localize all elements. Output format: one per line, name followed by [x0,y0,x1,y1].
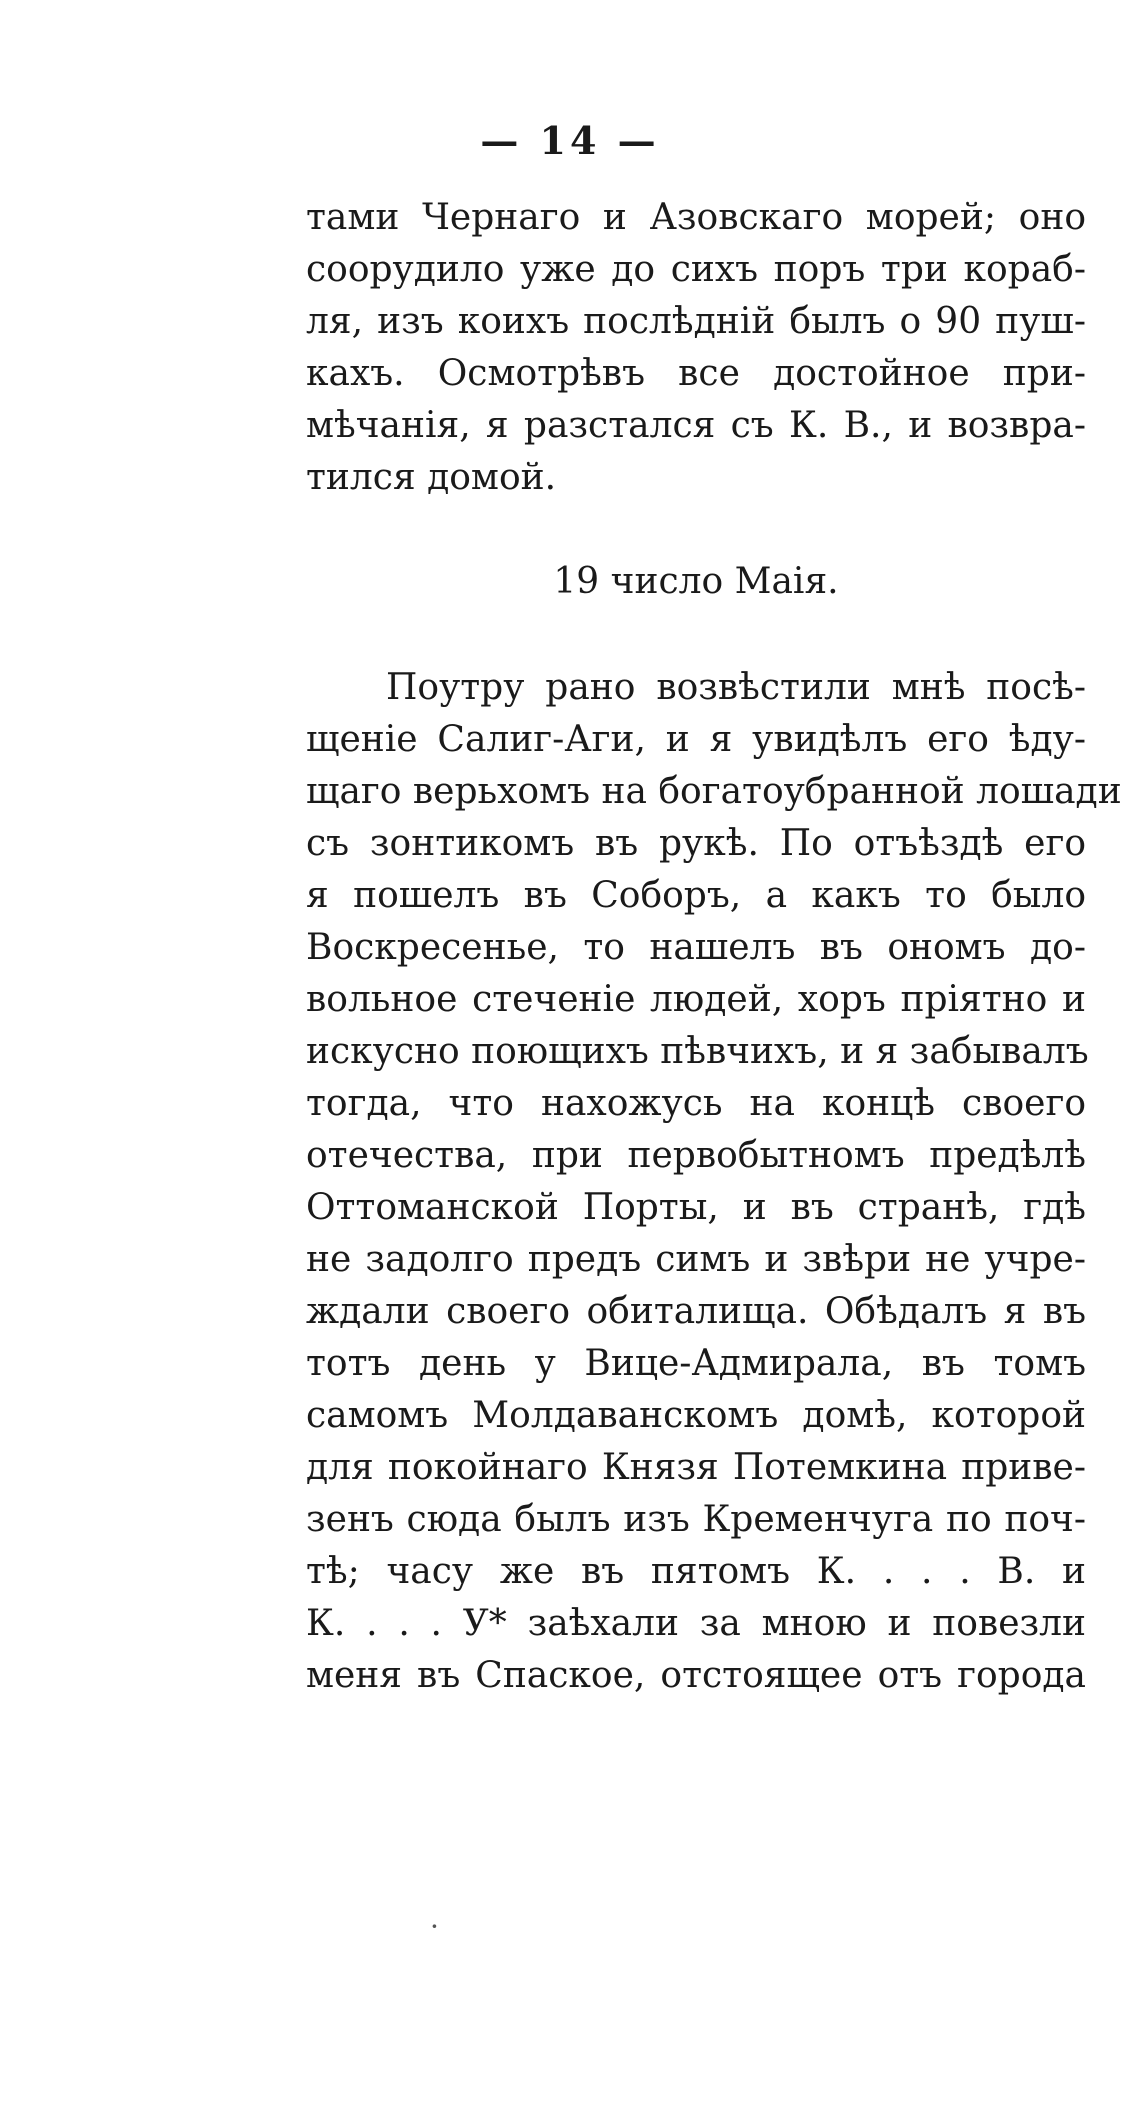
speck-mark: · [430,1910,439,1943]
text-line: соорудило уже до сихъ поръ три кораб- [306,249,1086,290]
text-line: я пошелъ въ Соборъ, а какъ то было [306,875,1086,916]
text-line: самомъ Молдаванскомъ домѣ, которой [306,1395,1086,1436]
text-line: Оттоманской Порты, и въ странѣ, гдѣ [306,1187,1086,1228]
text-line: тами Чернаго и Азовскаго морей; оно [306,197,1086,238]
text-line: тотъ день у Вице-Адмирала, въ томъ [306,1343,1086,1384]
text-line: мѣчанiя, я разстался съ К. В., и возвра- [306,405,1086,446]
top-paragraph [306,192,1086,504]
text-line: К. . . . У* заѣхали за мною и повезли [306,1603,1086,1644]
text-line: для покойнаго Князя Потемкина привe- [306,1447,1086,1488]
text-line: тѣ; часу же въ пятомъ К. . . . В. и [306,1551,1086,1592]
text-line: Воскресенье, то нашелъ въ ономъ до- [306,927,1086,968]
text-line: тогда, что нахожусь на концѣ своего [306,1083,1086,1124]
text-line: ждали своего обиталища. Обѣдалъ я въ [306,1291,1086,1332]
main-paragraph [306,662,1122,1702]
text-line: щенiе Салиг-Аги, и я увидѣлъ его ѣду- [306,719,1086,760]
text-line: щаго верьхомъ на богатоубранной лошади [306,771,1122,812]
text-line: вольное стеченiе людей, хоръ прiятно и [306,979,1086,1020]
text-line: меня въ Спаское, отстоящее отъ города [306,1655,1086,1696]
text-line: не задолго предъ симъ и звѣри не учре- [306,1239,1086,1280]
text-line: отечества, при первобытномъ предѣлѣ [306,1135,1086,1176]
text-line: зенъ сюда былъ изъ Кременчуга по поч- [306,1499,1086,1540]
text-line: съ зонтикомъ въ рукѣ. По отъѣздѣ его [306,823,1086,864]
section-heading: 19 число Маiя. [553,561,839,602]
text-line: ля, изъ коихъ послѣднiй былъ о 90 пуш- [306,301,1086,342]
text-line: тился домой. [306,457,557,498]
text-line: Поутру рано возвѣстили мнѣ посѣ- [386,667,1086,708]
page-number: — 14 — [480,118,660,163]
text-line: искусно поющихъ пѣвчихъ, и я забывалъ [306,1031,1089,1072]
text-line: кахъ. Осмотрѣвъ все достойное при- [306,353,1086,394]
